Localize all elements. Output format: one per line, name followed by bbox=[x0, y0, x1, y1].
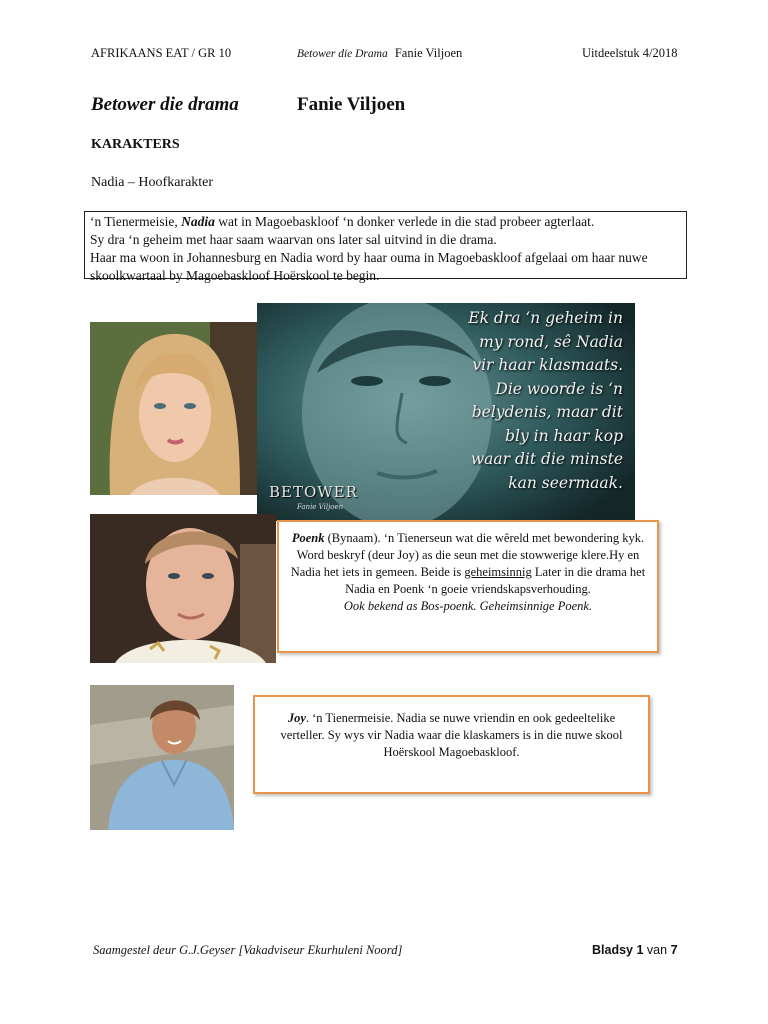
nadia-text-pre: ‘n Tienermeisie, bbox=[90, 214, 182, 229]
page-title: Betower die drama bbox=[91, 94, 239, 115]
poenk-name: Poenk bbox=[291, 531, 325, 545]
poenk-description-box bbox=[277, 520, 659, 653]
header-title-italic: Betower die Drama bbox=[297, 48, 388, 60]
header-handout: Uitdeelstuk 4/2018 bbox=[582, 46, 678, 60]
page-total: 7 bbox=[670, 943, 678, 957]
page-current: 1 bbox=[636, 943, 644, 957]
poster-line: kan seermaak. bbox=[508, 473, 623, 492]
page-label: Bladsy bbox=[592, 943, 633, 957]
nadia-description-box bbox=[84, 211, 687, 283]
poster-image bbox=[257, 303, 635, 521]
page-sep: van bbox=[646, 943, 668, 957]
poster-line: bly in haar kop bbox=[505, 426, 623, 445]
poster-line: vir haar klasmaats. bbox=[472, 356, 623, 374]
nadia-name: Nadia bbox=[181, 214, 215, 229]
joy-text: . ‘n Tienermeisie. Nadia se nuwe vriendin en ook gedeeltelike verteller. Sy wys vir Nadia waar die klaskamers is in die nuwe skool Hoërskool Magoebaskloof. bbox=[280, 711, 623, 759]
poenk-text-1: (Bynaam). ‘n Tienerseun wat die wêreld met bewondering kyk. Word beskryf (deur Joy) as die seun met die stowwerige klere.Hy en Nadia het iets in gemeen. Beide is bbox=[290, 531, 645, 579]
section-heading: KARAKTERS bbox=[91, 137, 180, 152]
footer-compiler: Saamgestel deur G.J.Geyser [Vakadviseur Ekurhuleni Noord] bbox=[93, 943, 403, 957]
poster-line: waar dit die minste bbox=[470, 450, 623, 468]
page-number bbox=[592, 943, 678, 957]
poster-line: belydenis, maar dit bbox=[471, 403, 623, 421]
poenk-aka: Ook bekend as Bos-poenk. Geheimsinnige Poenk. bbox=[343, 599, 593, 613]
nadia-text-1: wat in Magoebaskloof ‘n donker verlede in die stad probeer agterlaat. bbox=[214, 214, 595, 229]
poster-logo-author: Fanie Viljoen bbox=[297, 503, 344, 511]
joy-name: Joy bbox=[287, 711, 306, 725]
poster-line: Die woorde is ‘n bbox=[495, 379, 623, 398]
nadia-text-3: Haar ma woon in Johannesburg en Nadia word by haar ouma in Magoebaskloof afgelaai om haar nuwe skoolkwartaal by Magoebaskloof Hoërskool te begin. bbox=[90, 250, 648, 283]
page-author: Fanie Viljoen bbox=[297, 94, 406, 115]
nadia-heading: Nadia – Hoofkarakter bbox=[91, 175, 214, 190]
nadia-text-2: Sy dra ‘n geheim met haar saam waarvan ons later sal uitvind in die drama. bbox=[90, 232, 497, 247]
header-course: AFRIKAANS EAT / GR 10 bbox=[91, 46, 232, 60]
poster-line: my rond, sê Nadia bbox=[479, 332, 623, 351]
joy-description-box bbox=[253, 695, 650, 794]
poenk-photo bbox=[90, 514, 276, 663]
nadia-photo bbox=[90, 322, 257, 495]
poster-quote bbox=[423, 307, 623, 495]
header-author: Fanie Viljoen bbox=[394, 46, 463, 60]
poster-line: Ek dra ‘n geheim in bbox=[468, 309, 623, 327]
joy-photo bbox=[90, 685, 234, 830]
header-title bbox=[297, 46, 462, 61]
poenk-text-2: Later in die drama het Nadia en Poenk ‘n goeie vriendskapsverhouding. bbox=[345, 565, 646, 596]
poster-logo: BETOWER bbox=[269, 483, 358, 501]
poenk-underlined: geheimsinnig bbox=[464, 565, 532, 579]
